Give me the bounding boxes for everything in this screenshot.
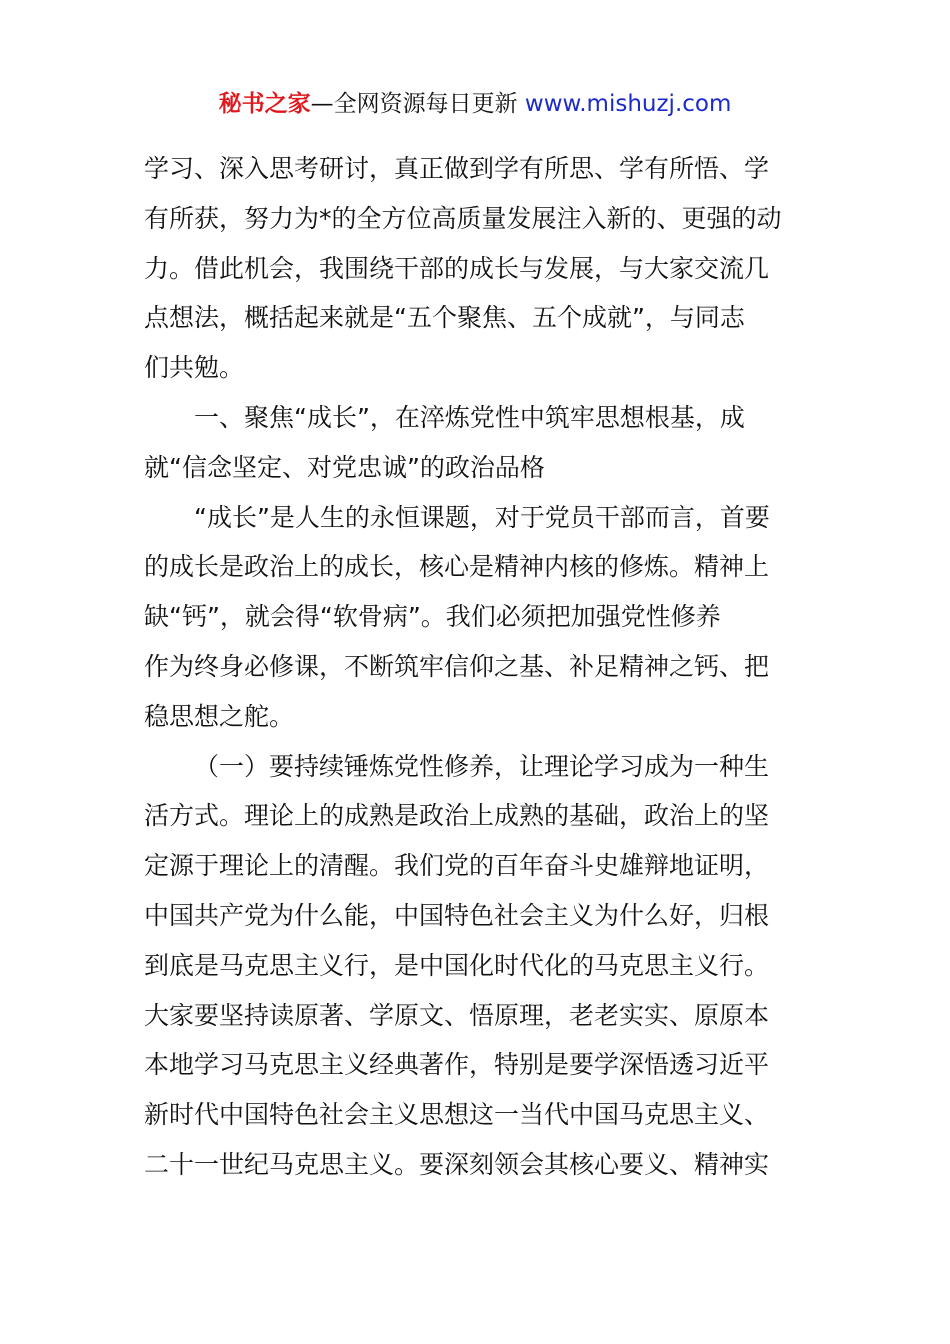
text-line: 们共勉。 (144, 353, 245, 383)
text-line: 作为终身必修课，不断筑牢信仰之基、补足精神之钙、把 (144, 651, 770, 681)
text-line: （一）要持续锤炼党性修养，让理论学习成为一种生 (194, 751, 770, 781)
text-line: 力。借此机会，我围绕干部的成长与发展，与大家交流几 (144, 253, 770, 283)
header-url-link[interactable]: www.mishuzj.com (524, 91, 732, 117)
section-heading-line: 一、聚焦“成长”，在淬炼党性中筑牢思想根基，成 (194, 402, 745, 432)
text-line: “成长”是人生的永恒课题，对于党员干部而言，首要 (194, 502, 770, 532)
page-header (0, 86, 950, 122)
header-brand: 秘书之家 (218, 91, 311, 117)
header-slogan: —全网资源每日更新 (310, 91, 525, 117)
text-line: 中国共产党为什么能，中国特色社会主义为什么好，归根 (144, 900, 770, 930)
text-line: 有所获，努力为*的全方位高质量发展注入新的、更强的动 (144, 203, 782, 233)
text-line: 的成长是政治上的成长，核心是精神内核的修炼。精神上 (144, 552, 770, 582)
text-line: 点想法，概括起来就是“五个聚焦、五个成就”，与同志 (144, 303, 745, 333)
text-line: 到底是马克思主义行，是中国化时代化的马克思主义行。 (144, 950, 770, 980)
text-line: 缺“钙”，就会得“软骨病”。我们必须把加强党性修养 (144, 602, 721, 632)
text-line: 二十一世纪马克思主义。要深刻领会其核心要义、精神实 (144, 1149, 770, 1179)
text-line: 定源于理论上的清醒。我们党的百年奋斗史雄辩地证明， (144, 851, 770, 881)
text-line: 新时代中国特色社会主义思想这一当代中国马克思主义、 (144, 1100, 770, 1130)
text-line: 大家要坚持读原著、学原文、悟原理，老老实实、原原本 (144, 1000, 770, 1030)
text-line: 学习、深入思考研讨，真正做到学有所思、学有所悟、学 (144, 154, 770, 183)
section-heading-line: 就“信念坚定、对党忠诚”的政治品格 (144, 452, 545, 482)
text-line: 稳思想之舵。 (144, 701, 295, 731)
text-line: 本地学习马克思主义经典著作，特别是要学深悟透习近平 (144, 1050, 770, 1080)
document-body (144, 144, 807, 1190)
text-line: 活方式。理论上的成熟是政治上成熟的基础，政治上的坚 (144, 801, 770, 831)
